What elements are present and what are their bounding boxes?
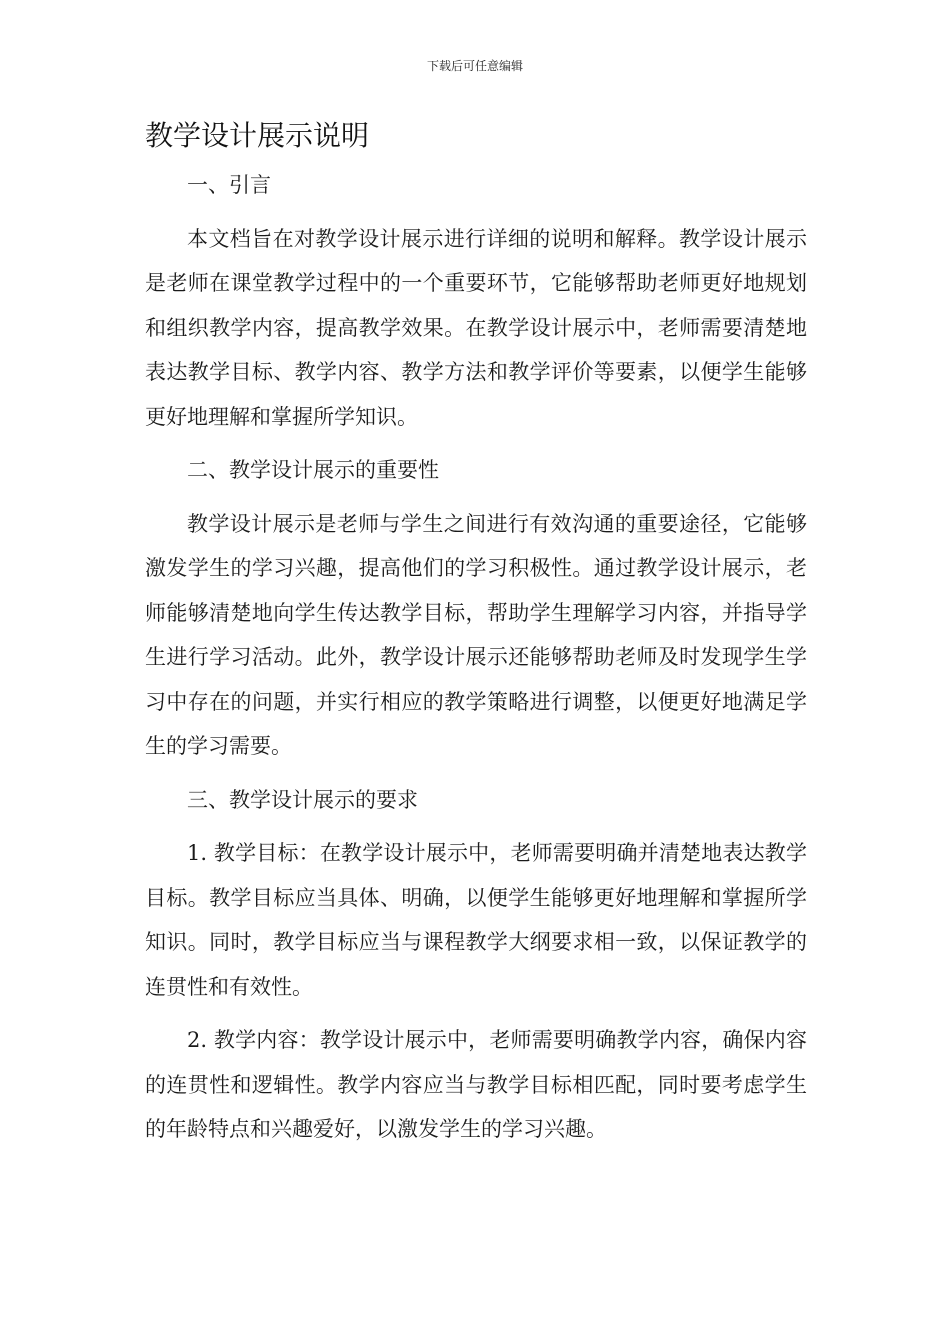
section-heading-requirements: 三、教学设计展示的要求 xyxy=(187,787,418,812)
section-heading-intro: 一、引言 xyxy=(187,173,271,197)
section-heading-importance: 二、教学设计展示的重要性 xyxy=(187,458,439,482)
document-body xyxy=(145,163,807,1161)
paragraph-importance: 教学设计展示是老师与学生之间进行有效沟通的重要途径，它能够激发学生的学习兴趣，提高他们的学习积极性。通过教学设计展示，老师能够清楚地向学生传达教学目标，帮助学生理解学习内容，并指导学生进行学习活动。此外，教学设计展示还能够帮助老师及时发现学生学习中存在的问题，并实行相应的教学策略进行调整，以便更好地满足学生的学习需要。 xyxy=(145,511,807,758)
paragraph-intro: 本文档旨在对教学设计展示进行详细的说明和解释。教学设计展示是老师在课堂教学过程中的一个重要环节，它能够帮助老师更好地规划和组织教学内容，提高教学效果。在教学设计展示中，老师需要清楚地表达教学目标、教学内容、教学方法和教学评价等要素，以便学生能够更好地理解和掌握所学知识。 xyxy=(145,226,807,429)
page-header-note: 下载后可任意编辑 xyxy=(426,59,523,73)
paragraph-teaching-goals: 1. 教学目标：在教学设计展示中，老师需要明确并清楚地表达教学目标。教学目标应当具体、明确，以便学生能够更好地理解和掌握所学知识。同时，教学目标应当与课程教学大纲要求相一致，以保证教学的连贯性和有效性。 xyxy=(145,841,807,999)
document-title: 教学设计展示说明 xyxy=(145,119,370,152)
paragraph-teaching-content: 2. 教学内容：教学设计展示中，老师需要明确教学内容，确保内容的连贯性和逻辑性。教学内容应当与教学目标相匹配，同时要考虑学生的年龄特点和兴趣爱好，以激发学生的学习兴趣。 xyxy=(145,1028,807,1141)
